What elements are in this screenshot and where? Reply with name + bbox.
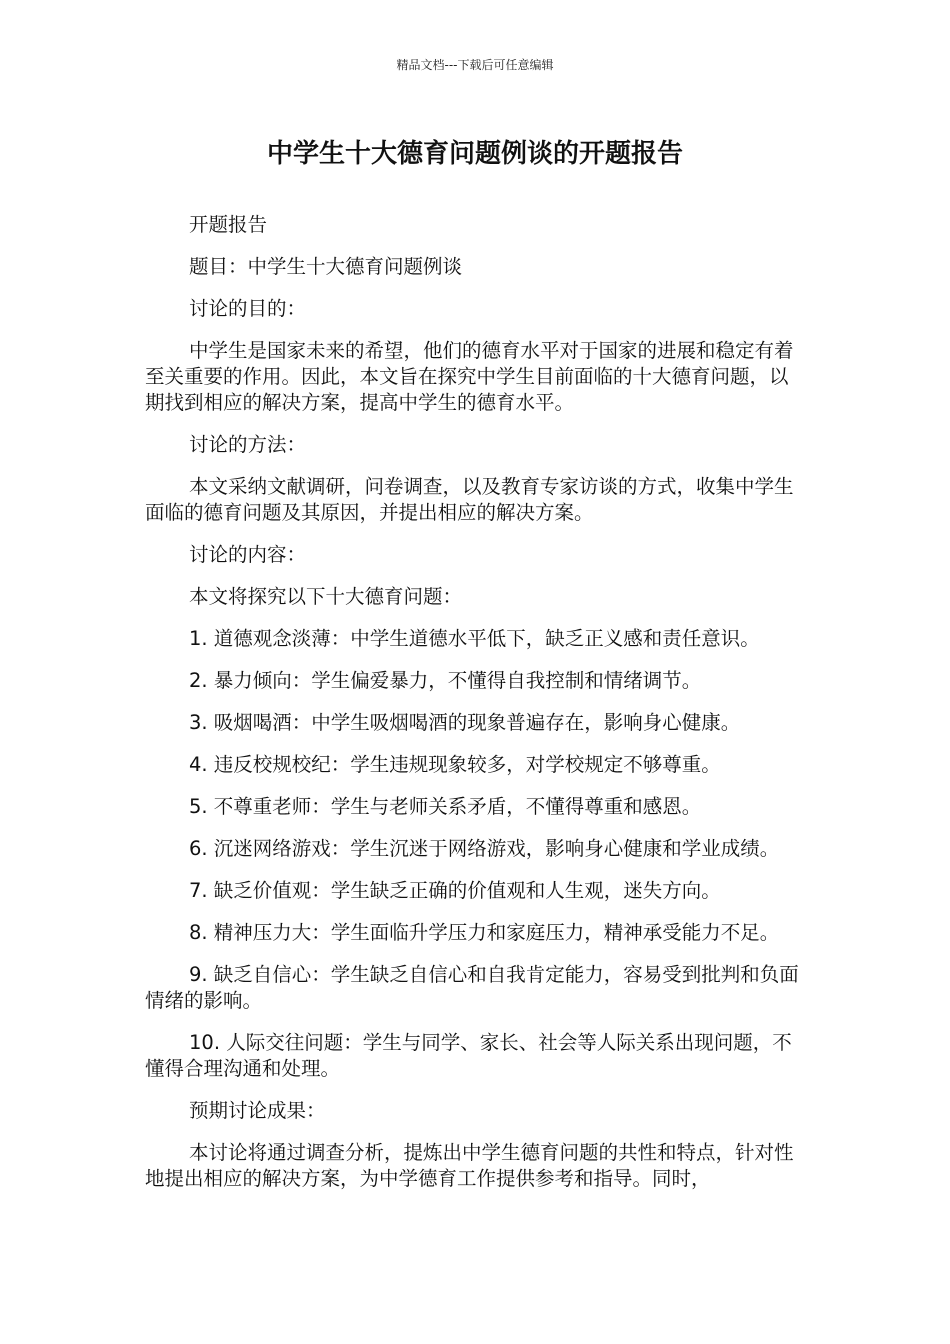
- list-item-problem-1: 1. 道德观念淡薄：中学生道德水平低下，缺乏正义感和责任意识。: [189, 627, 760, 650]
- paragraph-outcome-heading: 预期讨论成果：: [189, 1099, 326, 1122]
- paragraph-method-heading: 讨论的方法：: [189, 433, 307, 456]
- list-item-problem-3: 3. 吸烟喝酒：中学生吸烟喝酒的现象普遍存在，影响身心健康。: [189, 711, 741, 734]
- list-item-problem-7: 7. 缺乏价值观：学生缺乏正确的价值观和人生观，迷失方向。: [189, 879, 721, 902]
- page-header: 精品文档---下载后可任意编辑: [396, 58, 554, 72]
- paragraph-content-heading: 讨论的内容：: [189, 543, 307, 566]
- paragraph-purpose-text: 中学生是国家未来的希望，他们的德育水平对于国家的进展和稳定有着至关重要的作用。因此，本文旨在探究中学生目前面临的十大德育问题，以期找到相应的解决方案，提高中学生的德育水平。: [145, 339, 794, 414]
- paragraph-heading-report: 开题报告: [189, 213, 268, 236]
- document-body: [145, 212, 805, 1208]
- list-item-problem-2: 2. 暴力倾向：学生偏爱暴力，不懂得自我控制和情绪调节。: [189, 669, 702, 692]
- paragraph-method-text: 本文采纳文献调研，问卷调查，以及教育专家访谈的方式，收集中学生面临的德育问题及其原因，并提出相应的解决方案。: [145, 475, 794, 524]
- paragraph-topic: 题目：中学生十大德育问题例谈: [189, 255, 463, 278]
- paragraph-content-intro: 本文将探究以下十大德育问题：: [189, 585, 463, 608]
- paragraph-outcome-text: 本讨论将通过调查分析，提炼出中学生德育问题的共性和特点，针对性地提出相应的解决方案，为中学德育工作提供参考和指导。同时，: [145, 1141, 794, 1190]
- document-title: 中学生十大德育问题例谈的开题报告: [266, 139, 683, 169]
- list-item-problem-9: 9. 缺乏自信心：学生缺乏自信心和自我肯定能力，容易受到批判和负面情绪的影响。: [145, 963, 799, 1012]
- list-item-problem-6: 6. 沉迷网络游戏：学生沉迷于网络游戏，影响身心健康和学业成绩。: [189, 837, 780, 860]
- list-item-problem-5: 5. 不尊重老师：学生与老师关系矛盾，不懂得尊重和感恩。: [189, 795, 702, 818]
- list-item-problem-4: 4. 违反校规校纪：学生违规现象较多，对学校规定不够尊重。: [189, 753, 721, 776]
- list-item-problem-10: 10. 人际交往问题：学生与同学、家长、社会等人际关系出现问题，不懂得合理沟通和处理。: [145, 1031, 792, 1080]
- paragraph-purpose-heading: 讨论的目的：: [189, 297, 307, 320]
- list-item-problem-8: 8. 精神压力大：学生面临升学压力和家庭压力，精神承受能力不足。: [189, 921, 780, 944]
